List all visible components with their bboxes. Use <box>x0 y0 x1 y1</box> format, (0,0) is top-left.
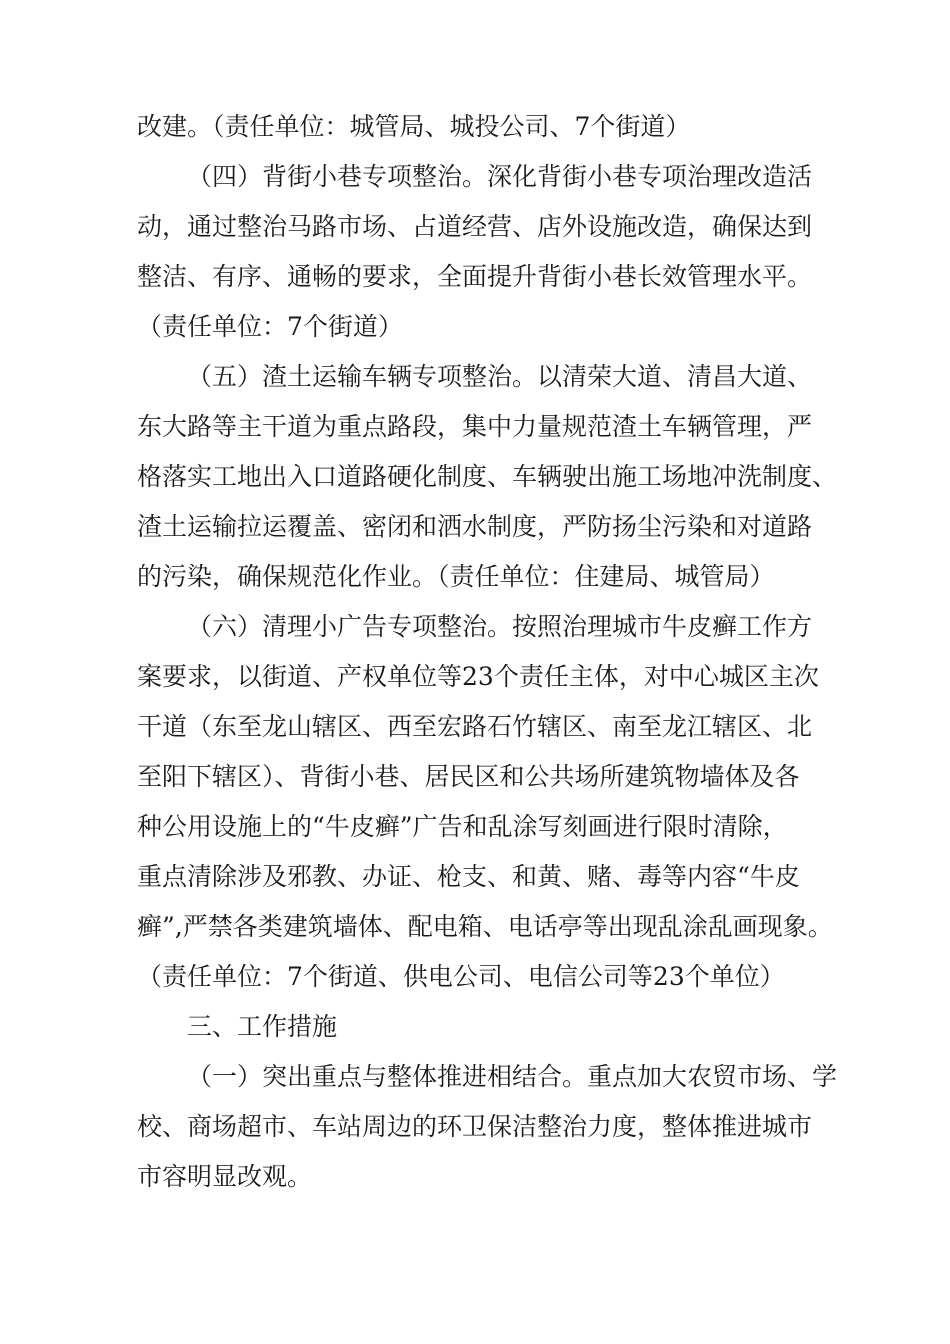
text-line: 干道（东至龙山辖区、西至宏路石竹辖区、南至龙江辖区、北 <box>137 712 813 741</box>
text-line: 整洁、有序、通畅的要求，全面提升背街小巷长效管理水平。 <box>137 262 813 291</box>
text-line: 动，通过整治马路市场、占道经营、店外设施改造，确保达到 <box>137 212 813 241</box>
text-line: 格落实工地出入口道路硬化制度、车辆驶出施工场地冲洗制度、 <box>137 462 838 491</box>
text-line: 渣土运输拉运覆盖、密闭和洒水制度，严防扬尘污染和对道路 <box>137 512 813 541</box>
text-line: 至阳下辖区）、背街小巷、居民区和公共场所建筑物墙体及各 <box>137 762 800 791</box>
text-line: （责任单位：7个街道、供电公司、电信公司等23个单位） <box>137 962 785 991</box>
text-line: 癣”,严禁各类建筑墙体、配电箱、电话亭等出现乱涂乱画现象。 <box>137 912 833 941</box>
text-line: 校、商场超市、车站周边的环卫保洁整治力度，整体推进城市 <box>137 1112 813 1141</box>
section-heading: 三、工作措施 <box>187 1012 338 1041</box>
text-line: 市容明显改观。 <box>137 1162 313 1191</box>
text-line: （四）背街小巷专项整治。深化背街小巷专项治理改造活 <box>187 162 813 191</box>
text-line: 案要求，以街道、产权单位等23个责任主体，对中心城区主次 <box>137 662 819 691</box>
text-line: （六）清理小广告专项整治。按照治理城市牛皮癣工作方 <box>187 612 813 641</box>
text-line: 改建。（责任单位：城管局、城投公司、7个街道） <box>137 112 691 141</box>
text-line: （一）突出重点与整体推进相结合。重点加大农贸市场、学 <box>187 1062 838 1091</box>
text-line: （责任单位：7个街道） <box>137 312 403 341</box>
text-line: （五）渣土运输车辆专项整治。以清荣大道、清昌大道、 <box>187 362 813 391</box>
text-line: 的污染，确保规范化作业。（责任单位：住建局、城管局） <box>137 562 775 591</box>
text-line: 种公用设施上的“牛皮癣”广告和乱涂写刻画进行限时清除， <box>137 812 788 841</box>
text-line: 东大路等主干道为重点路段，集中力量规范渣土车辆管理，严 <box>137 412 813 441</box>
text-line: 重点清除涉及邪教、办证、枪支、和黄、赌、毒等内容“牛皮 <box>137 862 800 891</box>
